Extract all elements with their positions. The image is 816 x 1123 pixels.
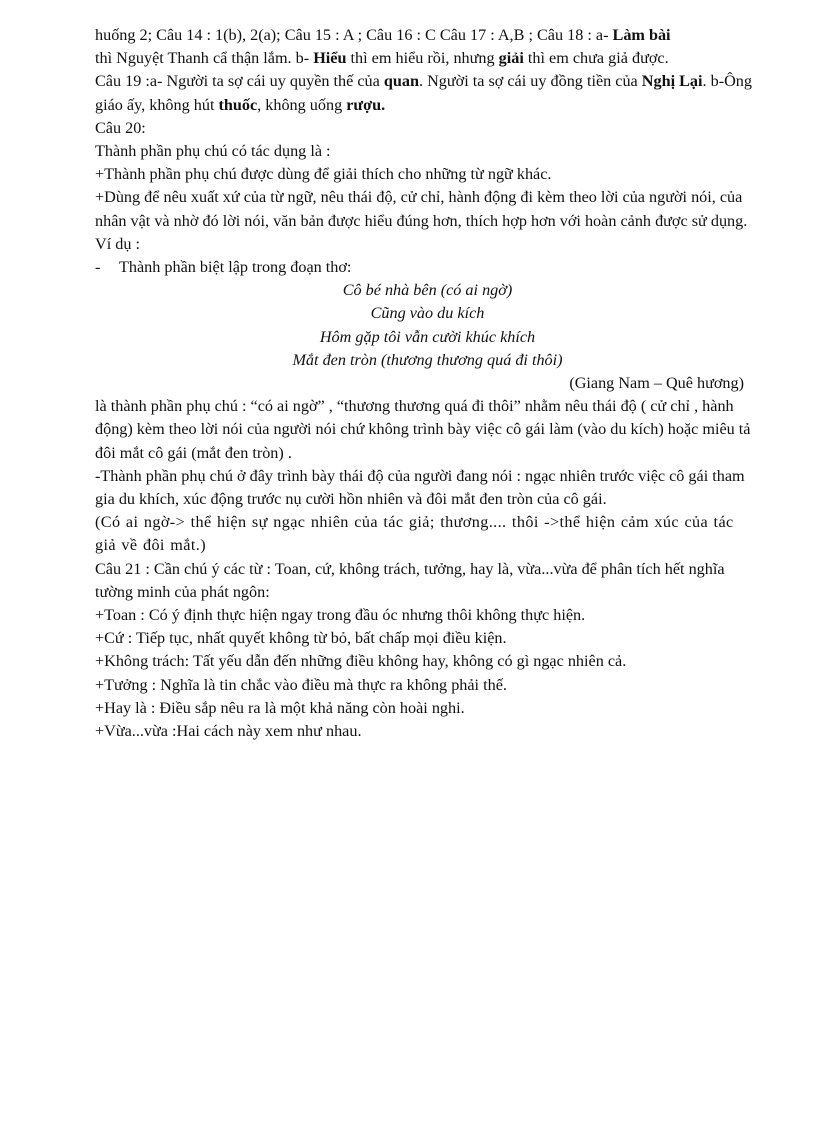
question-19 xyxy=(95,70,760,116)
bold-term: Hiểu xyxy=(313,49,347,68)
q20-item-2: +Dùng để nêu xuất xứ của từ ngữ, nêu thái độ, cử chỉ, hành động đi kèm theo lời của người nói, của nhân vật và nhờ đó lời nói, văn bản được hiểu đúng hơn, thích hợp hơn với hoàn cảnh được sử dụng. xyxy=(95,188,748,230)
poem-source: (Giang Nam – Quê hương) xyxy=(569,374,744,393)
explanation-1: là thành phần phụ chú : “có ai ngờ” , “thương thương quá đi thôi” nhằm nêu thái độ ( cử chỉ , hành động) kèm theo lời nói của người nói chứ không trình bày việc cô gái làm (vào du kích) hoặc miêu tả đôi mắt cô gái (mắt đen tròn) . xyxy=(95,397,751,462)
example-intro xyxy=(95,256,760,279)
q19-text: Câu 19 :a- Người ta sợ cái uy quyền thế của xyxy=(95,72,384,91)
q20-item-1: +Thành phần phụ chú được dùng để giải thích cho những từ ngữ khác. xyxy=(95,165,552,184)
q21-item: +Toan : Có ý định thực hiện ngay trong đầu óc nhưng thôi không thực hiện. xyxy=(95,606,586,625)
answers-text: thì Nguyệt Thanh cẩ thận lắm. b- xyxy=(95,49,314,68)
poem-line-3: Hôm gặp tôi vẫn cười khúc khích xyxy=(319,327,536,346)
document-page xyxy=(95,24,760,743)
example-intro-text: Thành phần biệt lập trong đoạn thơ: xyxy=(119,258,352,277)
dash-bullet: - xyxy=(95,258,101,277)
q19-text: . b-Ông giáo ấy, không hút xyxy=(95,72,752,114)
q21-item: +Hay là : Điều sắp nêu ra là một khả năng còn hoài nghi. xyxy=(95,698,465,717)
q19-text: , không uống xyxy=(257,95,347,114)
bold-term: thuốc xyxy=(218,95,258,114)
q20-heading: Câu 20: xyxy=(95,118,146,137)
q21-item: +Vừa...vừa :Hai cách này xem như nhau. xyxy=(95,722,362,741)
bold-term: Nghị Lại xyxy=(641,72,703,91)
bold-term: giải xyxy=(498,49,524,68)
q21-item: +Cứ : Tiếp tục, nhất quyết không từ bỏ, bất chấp mọi điều kiện. xyxy=(95,629,507,648)
poem-line-4: Mắt đen tròn (thương thương quá đi thôi) xyxy=(292,350,563,369)
explanation-2: -Thành phần phụ chú ở đây trình bày thái độ của người đang nói : ngạc nhiên trước việc cô gái tham gia du khích, xúc động trước nụ cười hồn nhiên và đôi mắt đen tròn của cô gái. xyxy=(95,466,745,509)
q20-intro: Thành phần phụ chú có tác dụng là : xyxy=(95,142,331,161)
q19-text: . Người ta sợ cái uy đồng tiền của xyxy=(418,72,642,91)
answers-line-1 xyxy=(95,24,760,47)
bold-term: rượu. xyxy=(346,95,386,114)
q21-item: +Không trách: Tất yếu dẫn đến những điều không hay, không có gì ngạc nhiên cả. xyxy=(95,652,627,671)
answers-line-2 xyxy=(95,47,760,70)
q21-intro: Câu 21 : Cần chú ý các từ : Toan, cứ, không trách, tưởng, hay là, vừa...vừa để phân tích hết nghĩa tường minh của phát ngôn: xyxy=(95,559,725,601)
answers-text: huống 2; Câu 14 : 1(b), 2(a); Câu 15 : A ; Câu 16 : C Câu 17 : A,B ; Câu 18 : a- xyxy=(95,26,613,44)
answers-text: thì em chưa giả được. xyxy=(523,49,669,68)
answers-text: thì em hiểu rồi, nhưng xyxy=(346,49,499,68)
bold-term: quan xyxy=(383,72,419,91)
poem-line-1: Cô bé nhà bên (có ai ngờ) xyxy=(342,281,513,300)
q21-item: +Tưởng : Nghĩa là tin chắc vào điều mà thực ra không phải thế. xyxy=(95,675,507,694)
bold-term: Làm bài xyxy=(612,26,671,44)
example-label: Ví dụ : xyxy=(95,234,140,253)
explanation-3: (Có ai ngờ-> thể hiện sự ngạc nhiên của tác giả; thương.... thôi ->thể hiện cảm xúc của tác giả về đôi mắt.) xyxy=(95,513,734,555)
poem-line-2: Cũng vào du kích xyxy=(370,304,485,323)
